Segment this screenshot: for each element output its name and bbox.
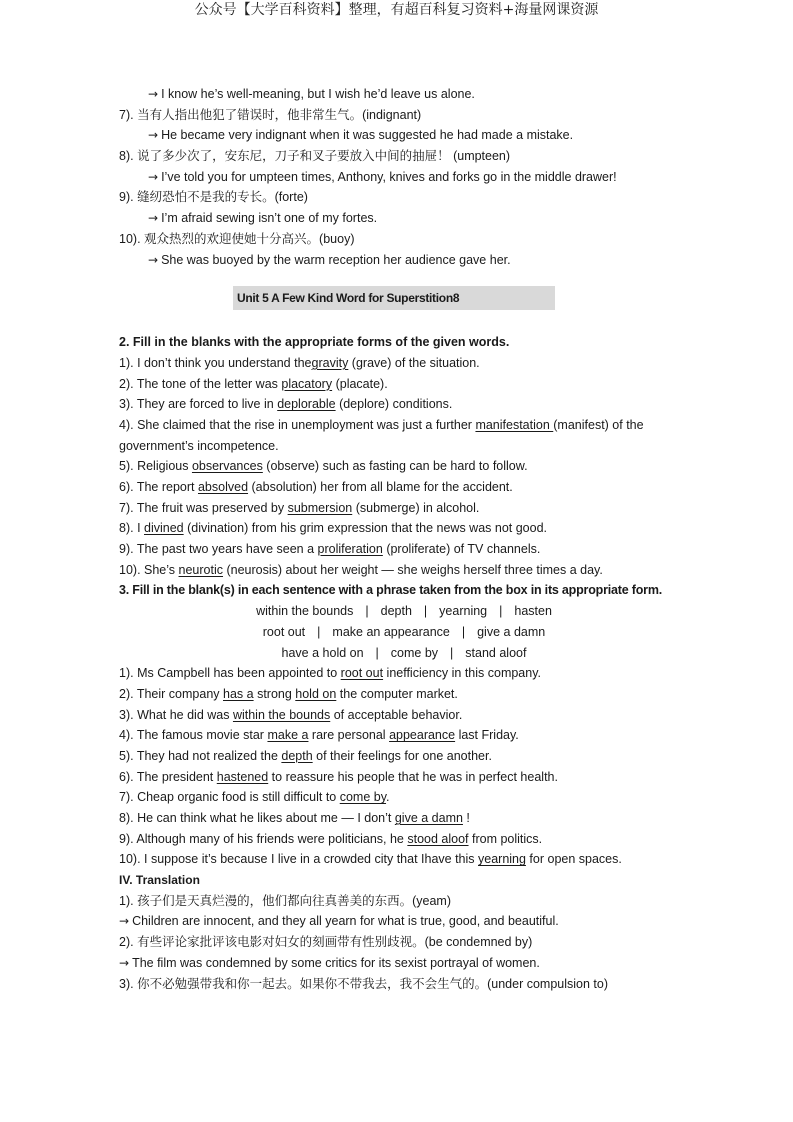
phrase-blank-item [119, 829, 689, 850]
phrase-blank-item [119, 684, 689, 705]
answer-blank: gravity [311, 355, 349, 370]
fill-blank-item [119, 456, 689, 477]
question-line: 10). 观众热烈的欢迎使她十分高兴。(buoy) [119, 230, 355, 246]
phrase-option: give a damn [477, 624, 546, 639]
arrow-icon: → [148, 252, 159, 267]
phrase-option: depth [380, 604, 412, 619]
answer-blank: deplorable [277, 397, 336, 412]
answer-line: → He became very indignant when it was suggested he had made a mistake. [148, 128, 574, 143]
answer-blank: submersion [287, 500, 353, 515]
phrase-box-row [119, 622, 689, 643]
item-number: 9). [119, 542, 137, 557]
item-number: 3). [119, 397, 137, 412]
item-number: 2). [119, 686, 137, 701]
answer-line: → I’m afraid sewing isn’t one of my fortes. [148, 211, 378, 226]
item-text: She’s [144, 562, 179, 577]
answer-blank: stood aloof [407, 831, 469, 846]
item-text: I don’t think you understand the [137, 355, 312, 370]
item-number: 7). [119, 500, 137, 515]
item-text: ! [462, 811, 470, 825]
fill-blank-item [119, 560, 689, 581]
item-number: 5). [119, 748, 137, 763]
answer-line: → I know he’s well-meaning, but I wish he’d leave us alone. [148, 87, 475, 101]
answer-blank: hold on [295, 686, 337, 701]
item-text: (divination) from his grim expression that the news was not good. [183, 521, 548, 536]
item-text: (submerge) in alcohol. [352, 500, 480, 515]
translation-question: 1). 孩子们是天真烂漫的，他们都向往真善美的东西。(yeam) [119, 892, 451, 908]
item-number: 4). [119, 417, 138, 432]
fill-blank-item [119, 518, 689, 539]
item-number: 1). [119, 666, 138, 681]
phrase-option: root out [262, 624, 306, 639]
item-number: 9). [119, 831, 137, 846]
item-number: 3). [119, 707, 138, 722]
answer-blank: yearning [478, 852, 526, 867]
item-number: 6). [119, 769, 137, 784]
phrase-blank-item [119, 849, 689, 870]
item-text: (neurosis) about her weight — she weighs herself three times a day. [223, 562, 603, 577]
phrase-option: within the bounds [256, 604, 354, 619]
item-text: inefficiency in this company. [383, 666, 542, 681]
answer-line: → She was buoyed by the warm reception her audience gave her. [148, 252, 511, 267]
item-text: (deplore) conditions. [335, 397, 453, 412]
item-text: Cheap organic food is still difficult to [137, 790, 340, 805]
document-page [119, 84, 689, 994]
answer-blank: hastened [216, 769, 269, 784]
item-text: I [137, 521, 145, 536]
item-text: The famous movie star [136, 728, 268, 743]
answer-blank: come by [339, 790, 387, 805]
item-text: The tone of the letter was [136, 376, 282, 391]
section-2-title: 2. Fill in the blanks with the appropriate forms of the given words. [119, 335, 510, 350]
item-text: for open spaces. [525, 852, 622, 867]
item-text: She claimed that the rise in unemployment was just a further [137, 417, 476, 432]
question-line: 9). 缝纫恐怕不是我的专长。(forte) [119, 189, 308, 205]
answer-blank: manifestation [475, 417, 554, 432]
translation-question: 2). 有些评论家批评该电影对妇女的刻画带有性别歧视。(be condemned by) [119, 934, 533, 950]
item-text: (absolution) her from all blame for the accident. [248, 480, 513, 494]
item-number: 4). [119, 728, 137, 743]
phrase-separator: | [317, 624, 321, 639]
item-text: The fruit was preserved by [136, 500, 288, 515]
unit-title: Unit 5 A Few Kind Word for Superstition8 [233, 286, 555, 310]
phrase-option: make an appearance [332, 624, 450, 639]
item-text: (observe) such as fasting can be hard to follow. [262, 459, 528, 474]
answer-blank: placatory [281, 376, 333, 391]
item-text: from politics. [468, 831, 543, 846]
unit-title-block [119, 270, 689, 332]
phrase-box-row [119, 643, 689, 664]
item-text: (manifest) of the [553, 417, 644, 432]
arrow-icon: → [119, 955, 130, 970]
phrase-separator: | [423, 604, 428, 619]
arrow-icon: → [148, 211, 159, 226]
arrow-icon: → [148, 128, 159, 143]
answer-blank: absolved [197, 480, 249, 494]
answer-blank: root out [340, 666, 384, 681]
item-number: 2). [119, 376, 137, 391]
answer-blank: depth [281, 748, 313, 763]
item-text: Although many of his friends were politicians, he [136, 831, 408, 846]
item-number: 6). [119, 480, 137, 494]
answer-blank: divined [144, 521, 184, 536]
item-number: 7). [119, 790, 138, 805]
item-number: 10). [119, 852, 145, 867]
item-text: . [386, 790, 390, 805]
item-text: Religious [137, 459, 192, 474]
answer-blank: appearance [389, 728, 456, 743]
fill-blank-item [119, 415, 689, 436]
item-number: 8). [119, 521, 138, 536]
item-text: of acceptable behavior. [330, 707, 463, 722]
phrase-option: yearning [439, 604, 488, 619]
page-header: 公众号【大学百科资料】整理，有超百科复习资料+海量网课资源 [194, 2, 599, 18]
item-text: What he did was [137, 707, 233, 722]
phrase-separator: | [499, 604, 503, 619]
item-text: the computer market. [336, 686, 458, 701]
phrase-blank-item [119, 808, 689, 829]
arrow-icon: → [148, 87, 159, 101]
phrase-option: come by [390, 645, 439, 660]
question-line: 8). 说了多少次了，安东尼，刀子和叉子要放入中间的抽屉！ (umpteen) [119, 148, 511, 164]
phrase-blank-item [119, 663, 689, 684]
item-text: last Friday. [455, 728, 519, 743]
phrase-separator: | [375, 645, 379, 660]
translation-answer: → The film was condemned by some critics for its sexist portrayal of women. [119, 955, 540, 970]
translation-question: 3). 你不必勉强带我和你一起去。如果你不带我去，我不会生气的。(under compulsion to) [119, 975, 608, 991]
item-text: (grave) of the situation. [348, 355, 480, 370]
section-2-list [119, 353, 689, 581]
phrase-box [119, 601, 689, 663]
item-text: The president [136, 769, 217, 784]
item-text: I suppose it’s because I live in a crowded city that Ihave this [144, 852, 478, 867]
phrase-option: have a hold on [281, 645, 364, 660]
answer-blank: make a [267, 728, 309, 743]
translation-answer: → Children are innocent, and they all yearn for what is true, good, and beautiful. [119, 914, 559, 929]
item-text: They had not realized the [136, 748, 282, 763]
item-text: Ms Campbell has been appointed to [137, 666, 341, 681]
phrase-option: stand aloof [465, 645, 527, 660]
item-text: The report [136, 480, 198, 494]
fill-blank-item [119, 498, 689, 519]
arrow-icon: → [119, 914, 130, 929]
answer-blank: observances [191, 459, 263, 474]
item-text: rare personal [308, 728, 390, 743]
section-4-title: IV. Translation [119, 873, 200, 888]
item-text: The past two years have seen a [136, 542, 318, 557]
item-text: of their feelings for one another. [312, 748, 492, 763]
section-3-title: 3. Fill in the blank(s) in each sentence with a phrase taken from the box in its appropriate form. [119, 583, 663, 598]
answer-line: → I’ve told you for umpteen times, Anthony, knives and forks go in the middle drawer! [148, 169, 617, 184]
item-continuation: government’s incompetence. [119, 438, 279, 453]
phrase-blank-item [119, 725, 689, 746]
fill-blank-item [119, 374, 689, 395]
answer-blank: neurotic [178, 562, 224, 577]
question-line: 7). 当有人指出他犯了错误时，他非常生气。(indignant) [119, 106, 422, 122]
fill-blank-item [119, 539, 689, 560]
phrase-blank-item [119, 767, 689, 788]
phrase-separator: | [461, 624, 466, 639]
item-text: They are forced to live in [136, 397, 278, 412]
phrase-option: hasten [514, 604, 552, 619]
item-number: 8). [119, 811, 138, 825]
fill-blank-item [119, 394, 689, 415]
fill-blank-item [119, 477, 689, 498]
item-text: to reassure his people that he was in perfect health. [268, 769, 558, 784]
item-text: Their company [136, 686, 223, 701]
answer-blank: has a [223, 686, 254, 701]
arrow-icon: → [148, 169, 159, 184]
item-number: 1). [119, 355, 138, 370]
phrase-separator: | [450, 645, 454, 660]
phrase-blank-item [119, 705, 689, 726]
answer-blank: proliferation [317, 542, 383, 557]
item-text: He can think what he likes about me — I don’t [137, 811, 395, 825]
phrase-box-row [119, 601, 689, 622]
item-number: 10). [119, 562, 145, 577]
item-number: 5). [119, 459, 138, 474]
item-text: (placate). [332, 376, 388, 391]
phrase-blank-item [119, 746, 689, 767]
fill-blank-item [119, 353, 689, 374]
answer-blank: give a damn [394, 811, 463, 825]
phrase-blank-item [119, 787, 689, 808]
phrase-separator: | [365, 604, 369, 619]
section-3-list [119, 663, 689, 870]
item-text: (proliferate) of TV channels. [382, 542, 541, 557]
item-text: strong [253, 686, 296, 701]
answer-blank: within the bounds [232, 707, 331, 722]
